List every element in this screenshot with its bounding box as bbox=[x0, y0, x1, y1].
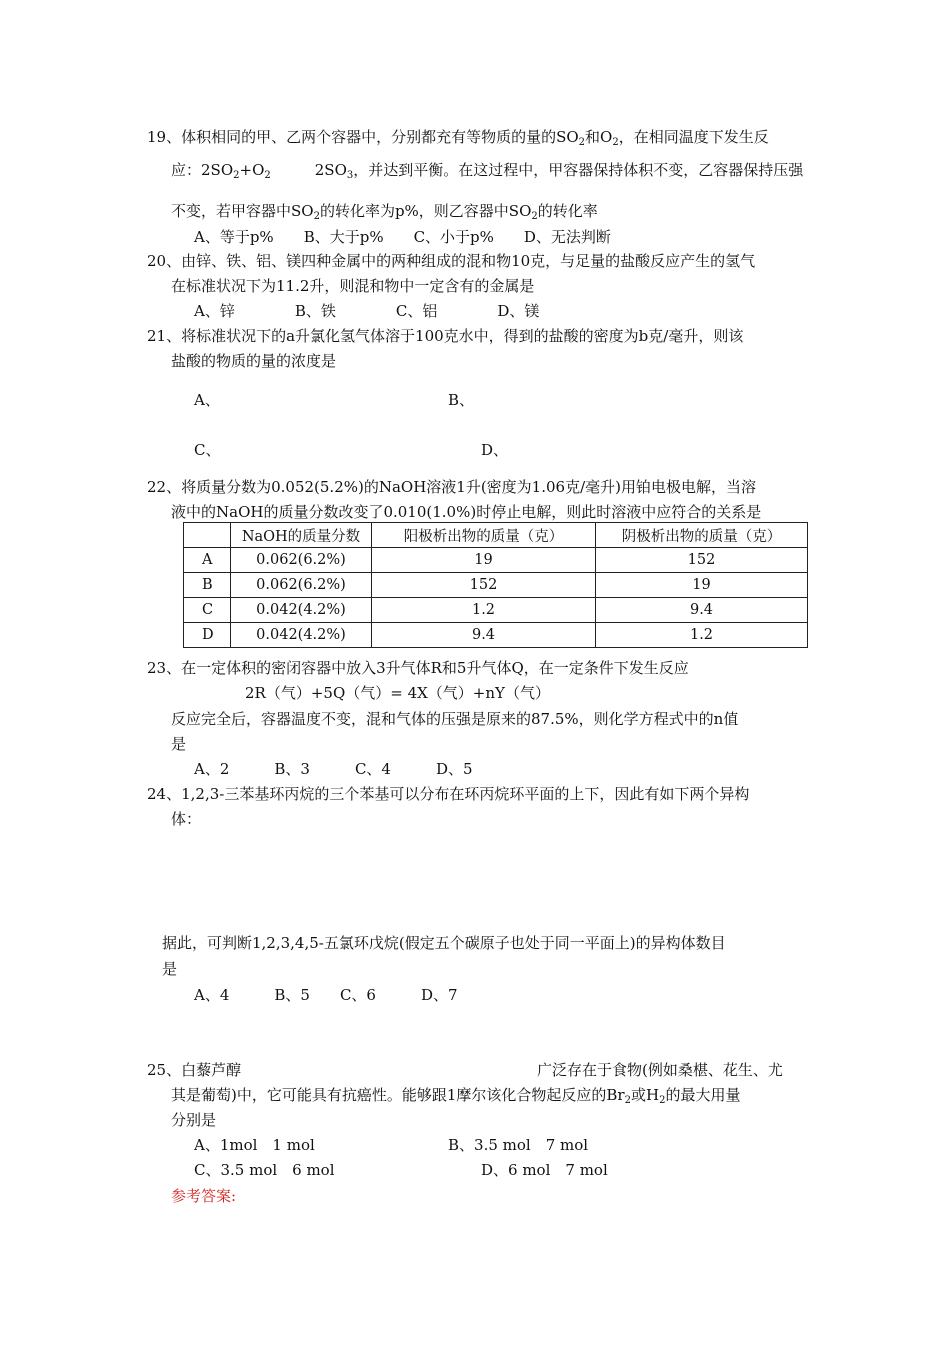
q19-stem-line3: 不变，若甲容器中$SO_2$的转化率为p%，则乙容器中$SO_2$的转化率 bbox=[171, 202, 598, 222]
table-cell: 19 bbox=[596, 573, 808, 598]
table-header-cell: NaOH的质量分数 bbox=[231, 523, 372, 548]
table-cell: 1.2 bbox=[372, 598, 596, 623]
q19-options: A、等于p% B、大于p% C、小于p% D、无法判断 bbox=[194, 228, 611, 246]
q23-options: A、2 B、3 C、4 D、5 bbox=[194, 760, 473, 778]
q21-stem-line2: 盐酸的物质的量的浓度是 bbox=[171, 352, 337, 370]
table-row bbox=[184, 548, 808, 573]
q24-stem-line2: 体： bbox=[171, 810, 202, 828]
q19-stem-line2: 应：$2SO_2+O_2$ $2SO_3$，并达到平衡。在这过程中，甲容器保持体积不变，乙容器保持压强 bbox=[171, 161, 804, 181]
table-cell: 9.4 bbox=[372, 623, 596, 648]
q22-table bbox=[183, 522, 808, 648]
q22-stem-line1: 22、将质量分数为0.052(5.2%)的NaOH溶液1升(密度为1.06克/毫升)用铂电极电解，当溶 bbox=[147, 478, 756, 496]
q25-stem-line1b: 广泛存在于食物(例如桑椹、花生、尤 bbox=[537, 1061, 783, 1079]
q21-option-a: A、 bbox=[194, 391, 220, 409]
q20-options: A、锌 B、铁 C、铝 D、镁 bbox=[194, 302, 540, 320]
q19-stem-line1: 19、体积相同的甲、乙两个容器中，分别都充有等物质的量的$SO_2$和$O_2$，在相同温度下发生反 bbox=[147, 128, 769, 148]
q24-options: A、4 B、5 C、6 D、7 bbox=[194, 986, 458, 1004]
table-cell: B bbox=[184, 573, 231, 598]
q21-option-c: C、 bbox=[194, 441, 221, 459]
table-cell: C bbox=[184, 598, 231, 623]
table-header-cell: 阳极析出物的质量（克） bbox=[372, 523, 596, 548]
q25-stem-line1a: 25、白藜芦醇 bbox=[147, 1061, 242, 1079]
q22-stem-line2: 液中的NaOH的质量分数改变了0.010(1.0%)时停止电解，则此时溶液中应符合的关系是 bbox=[171, 503, 762, 521]
table-header-row bbox=[184, 523, 808, 548]
q25-option-c: C、3.5 mol 6 mol bbox=[194, 1161, 335, 1179]
table-cell: 0.062(6.2%) bbox=[231, 573, 372, 598]
table-cell: 0.042(4.2%) bbox=[231, 623, 372, 648]
table-cell: D bbox=[184, 623, 231, 648]
q25-option-a: A、1mol 1 mol bbox=[194, 1136, 315, 1154]
q20-stem-line2: 在标准状况下为11.2升，则混和物中一定含有的金属是 bbox=[171, 277, 535, 295]
table-cell: 19 bbox=[372, 548, 596, 573]
q23-stem-line4: 是 bbox=[171, 735, 187, 753]
q23-stem-line1: 23、在一定体积的密闭容器中放入3升气体R和5升气体Q，在一定条件下发生反应 bbox=[147, 659, 689, 677]
q24-stem-line3: 据此，可判断1,2,3,4,5-五氯环戊烷(假定五个碳原子也处于同一平面上)的异构体数目 bbox=[162, 934, 726, 952]
q23-stem-line3: 反应完全后，容器温度不变，混和气体的压强是原来的87.5%，则化学方程式中的n值 bbox=[171, 710, 739, 728]
table-cell: 1.2 bbox=[596, 623, 808, 648]
q21-stem-line1: 21、将标准状况下的a升氯化氢气体溶于100克水中，得到的盐酸的密度为b克/毫升，则该 bbox=[147, 327, 744, 345]
table-header-cell bbox=[184, 523, 231, 548]
table-cell: 152 bbox=[596, 548, 808, 573]
table-cell: A bbox=[184, 548, 231, 573]
table-row bbox=[184, 573, 808, 598]
q20-stem-line1: 20、由锌、铁、铝、镁四种金属中的两种组成的混和物10克，与足量的盐酸反应产生的氢气 bbox=[147, 252, 756, 270]
table-row bbox=[184, 598, 808, 623]
q25-option-b: B、3.5 mol 7 mol bbox=[448, 1136, 589, 1154]
table-header-cell: 阴极析出物的质量（克） bbox=[596, 523, 808, 548]
table-cell: 0.062(6.2%) bbox=[231, 548, 372, 573]
q25-stem-line2: 其是葡萄)中，它可能具有抗癌性。能够跟1摩尔该化合物起反应的$Br_2$或$H_2$的最大用量 bbox=[171, 1086, 741, 1106]
table-row bbox=[184, 623, 808, 648]
q21-option-b: B、 bbox=[448, 391, 475, 409]
table-cell: 9.4 bbox=[596, 598, 808, 623]
table-cell: 0.042(4.2%) bbox=[231, 598, 372, 623]
q21-option-d: D、 bbox=[481, 441, 509, 459]
table-cell: 152 bbox=[372, 573, 596, 598]
q25-option-d: D、6 mol 7 mol bbox=[481, 1161, 608, 1179]
answer-label: 参考答案: bbox=[171, 1187, 237, 1205]
q25-stem-line3: 分别是 bbox=[171, 1111, 217, 1129]
q24-stem-line1: 24、1,2,3-三苯基环丙烷的三个苯基可以分布在环丙烷环平面的上下，因此有如下两个异构 bbox=[147, 785, 750, 803]
q24-stem-line4: 是 bbox=[162, 960, 178, 978]
q23-equation: 2R（气）+5Q（气）= 4X（气）+nY（气） bbox=[245, 684, 550, 702]
